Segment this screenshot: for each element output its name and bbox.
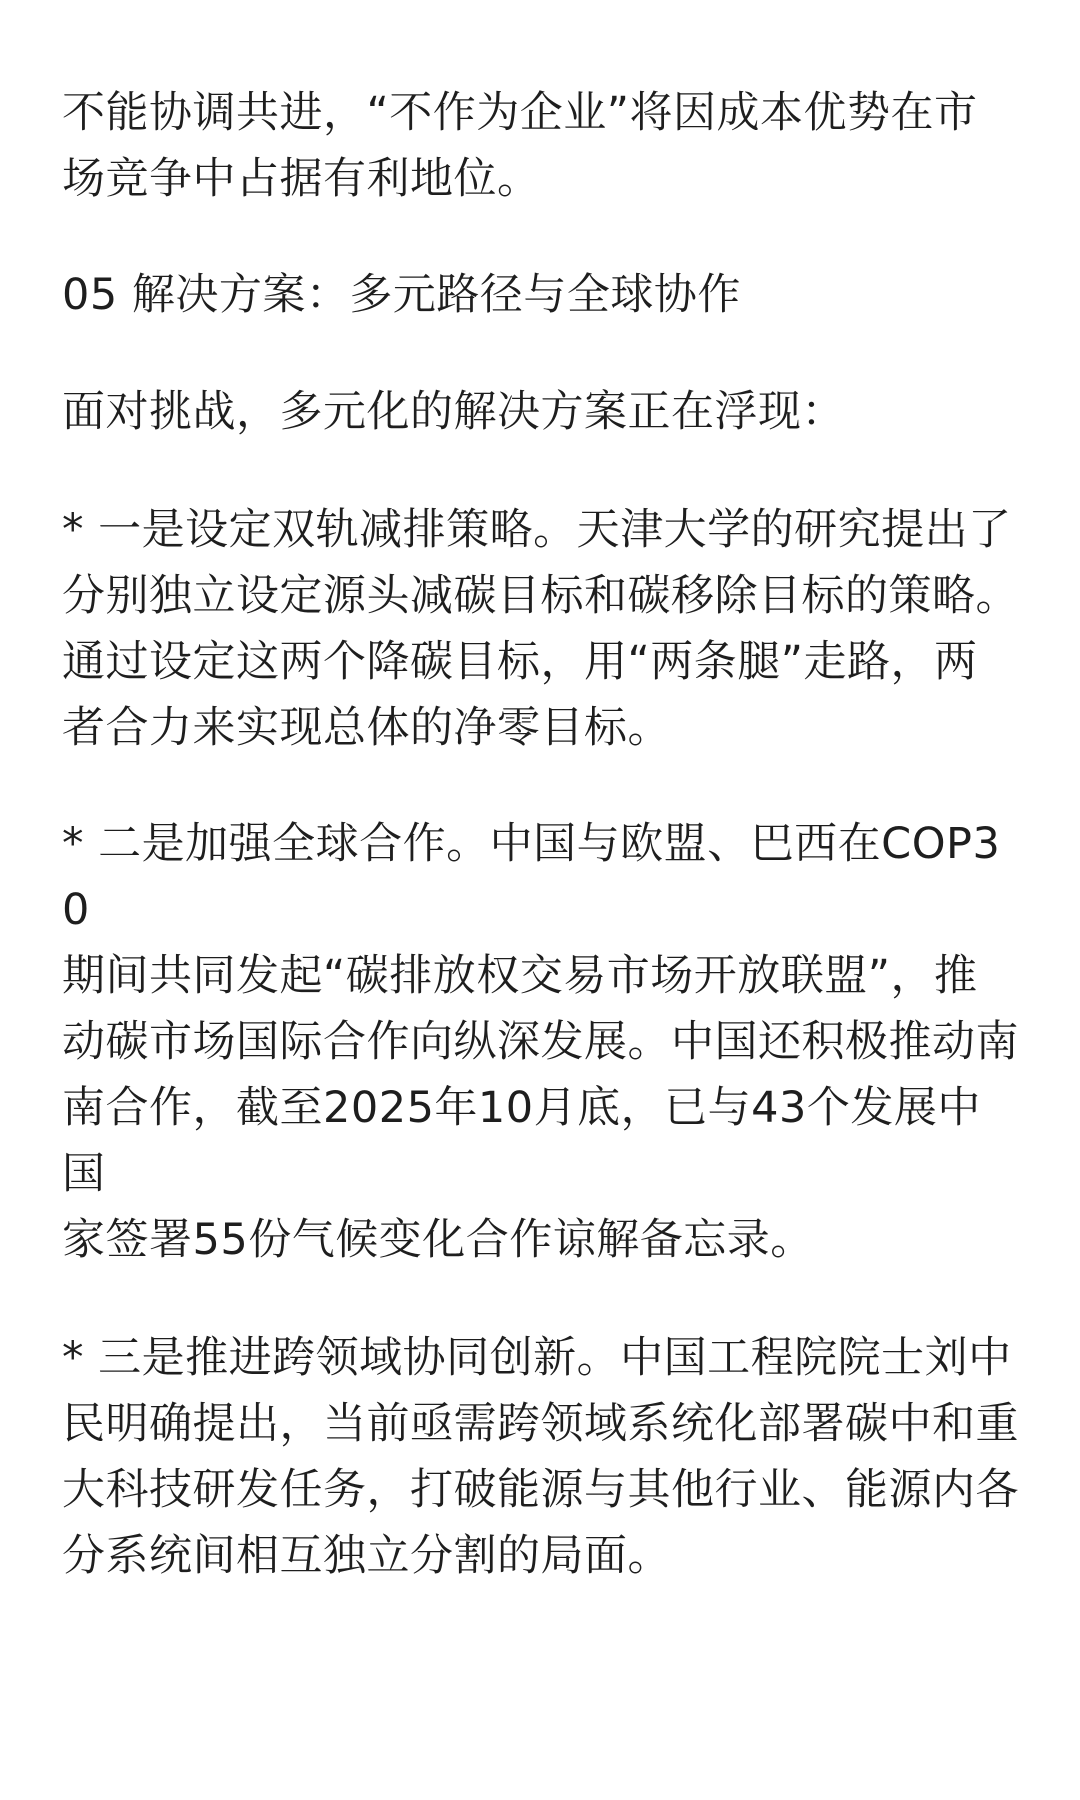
bullet-dual-track-strategy: * 一是设定双轨减排策略。天津大学的研究提出了 分别独立设定源头减碳目标和碳移除目标的策略。 通过设定这两个降碳目标，用“两条腿”走路，两 者合力来实现总体的净零目标。 [62,505,1019,753]
paragraph-intro-solutions: 面对挑战，多元化的解决方案正在浮现： [62,387,845,437]
bullet-global-cooperation: * 二是加强全球合作。中国与欧盟、巴西在COP30 期间共同发起“碳排放权交易市场开放联盟”，推 动碳市场国际合作向纵深发展。中国还积极推动南 南合作，截至2025年10月底，已与43个发展中国 家签署55份气候变化合作谅解备忘录。 [62,819,1019,1265]
paragraph-market-competition: 不能协调共进，“不作为企业”将因成本优势在市 场竞争中占据有利地位。 [62,88,978,204]
section-heading-solutions: 05 解决方案：多元路径与全球协作 [62,270,741,320]
bullet-cross-domain-innovation: * 三是推进跨领域协同创新。中国工程院院士刘中 民明确提出，当前亟需跨领域系统化部署碳中和重 大科技研发任务，打破能源与其他行业、能源内各 分系统间相互独立分割的局面。 [62,1333,1019,1581]
article-body [62,80,1022,1589]
